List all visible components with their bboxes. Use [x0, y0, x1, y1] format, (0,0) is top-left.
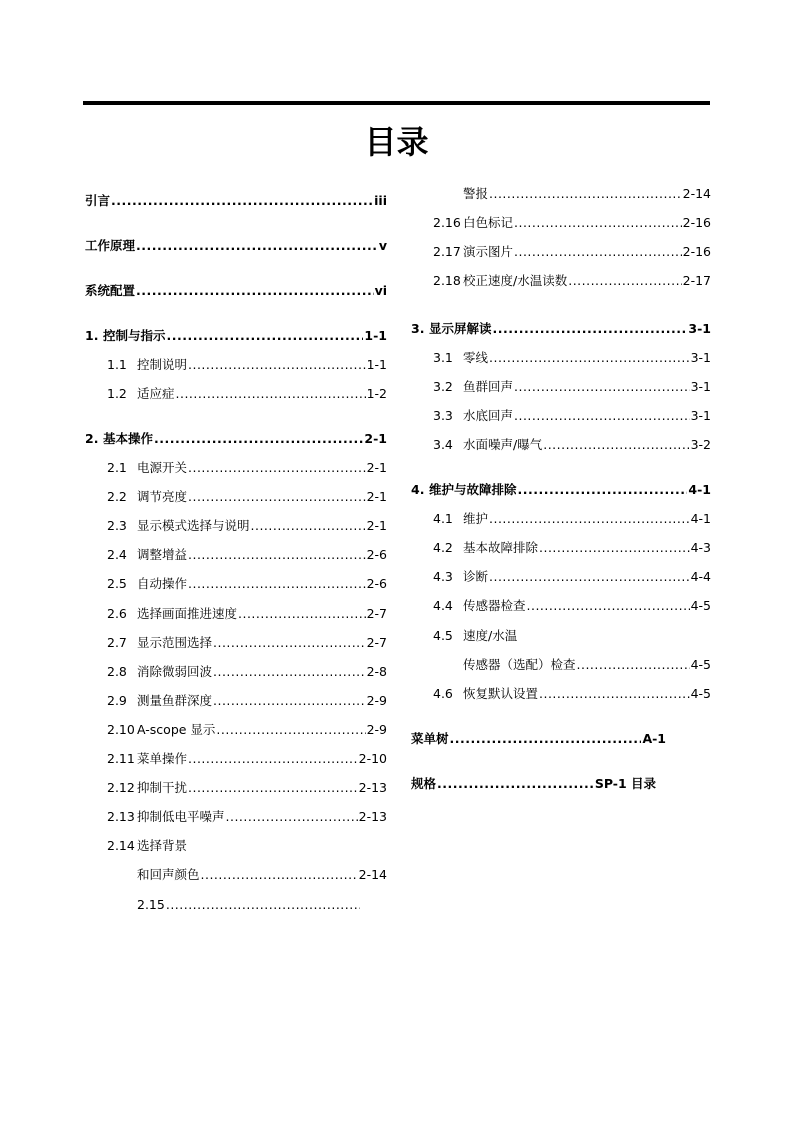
- toc-section-2-11[interactable]: 2.11 菜单操作 ..... 2-10: [107, 751, 387, 767]
- leader-dots: [489, 569, 690, 585]
- leader-dots: [514, 244, 682, 260]
- toc-section-3-4[interactable]: 3.4 水面噪声/曝气 ..... 3-2: [433, 437, 711, 453]
- toc-chapter-1[interactable]: 1. 控制与指示 ..... 1-1: [85, 328, 387, 344]
- leader-dots: [136, 283, 374, 299]
- leader-dots: [238, 606, 366, 622]
- toc-section-1-2[interactable]: 1.2 适应症 ..... 1-2: [107, 386, 387, 402]
- page-title: 目录: [364, 123, 429, 161]
- toc-entry-principle[interactable]: 工作原理 ..... v: [85, 238, 387, 254]
- toc-entry-menu-tree[interactable]: 菜单树 ..... A-1: [411, 731, 666, 747]
- toc-chapter-3[interactable]: 3. 显示屏解读 ..... 3-1: [411, 321, 711, 337]
- leader-dots: [166, 897, 360, 913]
- leader-dots: [188, 780, 358, 796]
- leader-dots: [489, 186, 682, 202]
- leader-dots: [489, 511, 690, 527]
- toc-section-2-14-cont[interactable]: 和回声颜色 ..... 2-14: [137, 867, 387, 883]
- toc-section-2-1[interactable]: 2.1 电源开关 ..... 2-1: [107, 460, 387, 476]
- leader-dots: [154, 431, 363, 447]
- toc-section-4-3[interactable]: 4.3 诊断 ..... 4-4: [433, 569, 711, 585]
- toc-section-2-13[interactable]: 2.13 抑制低电平噪声 ..... 2-13: [107, 809, 387, 825]
- toc-section-2-12[interactable]: 2.12 抑制干扰 ..... 2-13: [107, 780, 387, 796]
- toc-section-2-2[interactable]: 2.2 调节亮度 ..... 2-1: [107, 489, 387, 505]
- leader-dots: [539, 540, 690, 556]
- leader-dots: [577, 657, 690, 673]
- leader-dots: [568, 273, 681, 289]
- leader-dots: [518, 482, 688, 498]
- toc-section-3-1[interactable]: 3.1 零线 ..... 3-1: [433, 350, 711, 366]
- toc-section-2-10[interactable]: 2.10 A-scope 显示 ..... 2-9: [107, 722, 387, 738]
- leader-dots: [437, 776, 594, 792]
- toc-section-2-6[interactable]: 2.6 选择画面推进速度 ..... 2-7: [107, 606, 387, 622]
- toc-entry-intro[interactable]: 引言 ..... iii: [85, 193, 387, 209]
- leader-dots: [213, 635, 366, 651]
- leader-dots: [188, 547, 366, 563]
- toc-section-4-1[interactable]: 4.1 维护 ..... 4-1: [433, 511, 711, 527]
- leader-dots: [188, 576, 366, 592]
- toc-section-4-2[interactable]: 4.2 基本故障排除 ..... 4-3: [433, 540, 711, 556]
- toc-section-2-16[interactable]: 2.16 白色标记 ..... 2-16: [433, 215, 711, 231]
- leader-dots: [543, 437, 689, 453]
- toc-entry-spec[interactable]: 规格 ..... SP-1 目录: [411, 776, 656, 792]
- leader-dots: [188, 489, 366, 505]
- toc-section-2-15-cont[interactable]: 警报 ..... 2-14: [463, 186, 711, 202]
- toc-section-4-4[interactable]: 4.4 传感器检查 ..... 4-5: [433, 598, 711, 614]
- top-rule: [83, 101, 710, 105]
- leader-dots: [111, 193, 373, 209]
- leader-dots: [176, 386, 366, 402]
- toc-section-2-18[interactable]: 2.18 校正速度/水温读数 ..... 2-17: [433, 273, 711, 289]
- leader-dots: [514, 408, 690, 424]
- toc-chapter-4[interactable]: 4. 维护与故障排除 ..... 4-1: [411, 482, 711, 498]
- leader-dots: [188, 751, 358, 767]
- leader-dots: [216, 722, 365, 738]
- leader-dots: [226, 809, 358, 825]
- toc-chapter-2[interactable]: 2. 基本操作 ..... 2-1: [85, 431, 387, 447]
- toc-section-2-17[interactable]: 2.17 演示图片 ..... 2-16: [433, 244, 711, 260]
- leader-dots: [514, 215, 682, 231]
- toc-section-4-5-cont[interactable]: 传感器（选配）检查 ..... 4-5: [463, 657, 711, 673]
- toc-section-4-6[interactable]: 4.6 恢复默认设置 ..... 4-5: [433, 686, 711, 702]
- toc-section-2-8[interactable]: 2.8 消除微弱回波 ..... 2-8: [107, 664, 387, 680]
- toc-section-2-5[interactable]: 2.5 自动操作 ..... 2-6: [107, 576, 387, 592]
- leader-dots: [136, 238, 378, 254]
- leader-dots: [213, 664, 366, 680]
- toc-section-2-14[interactable]: 2.14 选择背景: [107, 838, 188, 853]
- toc-section-2-3[interactable]: 2.3 显示模式选择与说明 ..... 2-1: [107, 518, 387, 534]
- leader-dots: [450, 731, 642, 747]
- leader-dots: [213, 693, 366, 709]
- leader-dots: [489, 350, 690, 366]
- toc-section-1-1[interactable]: 1.1 控制说明 ..... 1-1: [107, 357, 387, 373]
- leader-dots: [493, 321, 688, 337]
- toc-entry-config[interactable]: 系统配置 ..... vi: [85, 283, 387, 299]
- leader-dots: [167, 328, 364, 344]
- toc-section-2-7[interactable]: 2.7 显示范围选择 ..... 2-7: [107, 635, 387, 651]
- leader-dots: [201, 867, 358, 883]
- leader-dots: [539, 686, 690, 702]
- leader-dots: [188, 460, 366, 476]
- toc-section-2-4[interactable]: 2.4 调整增益 ..... 2-6: [107, 547, 387, 563]
- toc-section-4-5[interactable]: 4.5 速度/水温: [433, 628, 518, 643]
- toc-section-2-9[interactable]: 2.9 测量鱼群深度 ..... 2-9: [107, 693, 387, 709]
- toc-section-3-3[interactable]: 3.3 水底回声 ..... 3-1: [433, 408, 711, 424]
- leader-dots: [251, 518, 366, 534]
- leader-dots: [188, 357, 366, 373]
- leader-dots: [527, 598, 690, 614]
- toc-section-2-15[interactable]: 2.15 .....: [137, 897, 361, 913]
- leader-dots: [514, 379, 690, 395]
- toc-section-3-2[interactable]: 3.2 鱼群回声 ..... 3-1: [433, 379, 711, 395]
